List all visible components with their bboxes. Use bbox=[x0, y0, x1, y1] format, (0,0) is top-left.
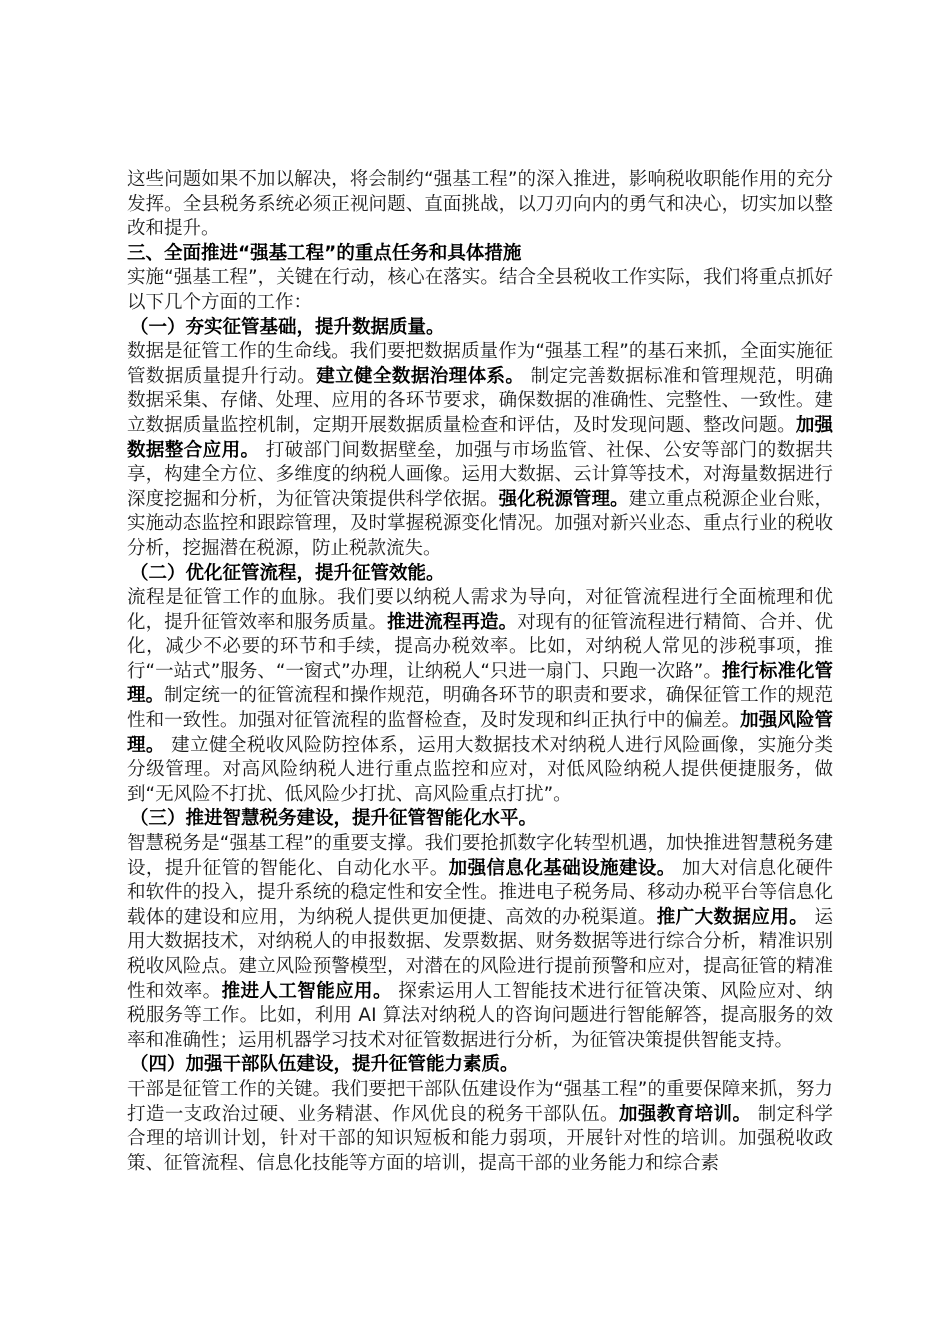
subsection-1-bold-3: 强化税源管理。 bbox=[498, 488, 629, 510]
subsection-2-text-2: 对现有的征管流程进行精简、合并、优化，减少不必要的环节和手续，提高办税效率。比如，对纳税人常见的涉税事项，推行“一站式”服务、“一窗式”办理，让纳税人“只进一扇门、只跑一次路”。 bbox=[127, 611, 833, 682]
subsection-1-text-1: 数据是征管工作的生命线。我们要把数据质量作为“强基工程”的基石来抓，全面实施征管数据质量提升行动。 bbox=[127, 341, 833, 387]
subsection-3-text-3: 运用大数据技术，对纳税人的申报数据、发票数据、财务数据等进行综合分析，精准识别税收风险点。建立风险预警模型，对潜在的风险进行提前预警和应对，提高征管的精准性和效率。 bbox=[127, 906, 833, 1002]
document-body bbox=[127, 168, 833, 1176]
subsection-2-text-4: 建立健全税收风险防控体系，运用大数据技术对纳税人进行风险画像，实施分类分级管理。对高风险纳税人进行重点监控和应对，对低风险纳税人提供便捷服务，做到“无风险不打扰、低风险少打扰、高风险重点打扰”。 bbox=[127, 734, 833, 805]
subsection-1-title bbox=[127, 316, 833, 341]
subsection-2-bold-2: 推行标准化管理。 bbox=[127, 660, 833, 707]
subsection-4-text-1: 干部是征管工作的关键。我们要把干部队伍建设作为“强基工程”的重要保障来抓，努力打造一支政治过硬、业务精湛、作风优良的税务干部队伍。 bbox=[127, 1078, 833, 1125]
subsection-2-title bbox=[127, 562, 833, 587]
subsection-4-title bbox=[127, 1053, 833, 1078]
subsection-2-title-text: （二）优化征管流程，提升征管效能。 bbox=[130, 562, 445, 584]
subsection-4-text-2: 制定科学合理的培训计划，针对干部的知识短板和能力弱项，开展针对性的培训。加强税收政策、征管流程、信息化技能等方面的培训，提高干部的业务能力和综合素 bbox=[127, 1103, 833, 1174]
subsection-1-text-2: 制定完善数据标准和管理规范，明确数据采集、存储、处理、应用的各环节要求，确保数据的准确性、完整性、一致性。建立数据质量监控机制，定期开展数据质量检查和评估，及时发现问题、整改问题。 bbox=[127, 365, 833, 436]
subsection-1-bold-2: 加强数据整合应用。 bbox=[127, 414, 833, 461]
subsection-2-body bbox=[127, 586, 833, 807]
subsection-3-bold-3: 推进人工智能应用。 bbox=[221, 980, 392, 1002]
section-three-intro bbox=[127, 266, 833, 315]
subsection-3-bold-1: 加强信息化基础设施建设。 bbox=[448, 857, 676, 879]
subsection-1-title-text: （一）夯实征管基础，提升数据质量。 bbox=[130, 316, 445, 338]
subsection-2-text-3: 制定统一的征管流程和操作规范，明确各环节的职责和要求，确保征管工作的规范性和一致性。加强对征管流程的监督检查，及时发现和纠正执行中的偏差。 bbox=[127, 685, 833, 732]
subsection-2-text-1: 流程是征管工作的血脉。我们要以纳税人需求为导向，对征管流程进行全面梳理和优化，提升征管效率和服务质量。 bbox=[127, 587, 833, 633]
subsection-1-bold-1: 建立健全数据治理体系。 bbox=[316, 365, 525, 387]
section-three-heading bbox=[127, 242, 833, 267]
subsection-4-title-text: （四）加强干部队伍建设，提升征管能力素质。 bbox=[130, 1054, 519, 1076]
subsection-1-text-4: 建立重点税源企业台账，实施动态监控和跟踪管理，及时掌握税源变化情况。加强对新兴业态、重点行业的税收分析，挖掘潜在税源，防止税款流失。 bbox=[127, 488, 833, 559]
subsection-3-text-2: 加大对信息化硬件和软件的投入，提升系统的稳定性和安全性。推进电子税务局、移动办税平台等信息化载体的建设和应用，为纳税人提供更加便捷、高效的办税渠道。 bbox=[127, 857, 833, 928]
section-three-intro-text: 实施“强基工程”，关键在行动，核心在落实。结合全县税收工作实际，我们将重点抓好以下几个方面的工作： bbox=[127, 267, 833, 313]
subsection-4-body bbox=[127, 1078, 833, 1176]
subsection-1-text-3: 打破部门间数据壁垒，加强与市场监管、社保、公安等部门的数据共享，构建全方位、多维度的纳税人画像。运用大数据、云计算等技术，对海量数据进行深度挖掘和分析，为征管决策提供科学依据。 bbox=[127, 439, 833, 510]
subsection-1-body bbox=[127, 340, 833, 561]
subsection-2-bold-1: 推进流程再造。 bbox=[387, 611, 518, 633]
subsection-3-title bbox=[127, 807, 833, 832]
subsection-3-body bbox=[127, 832, 833, 1053]
subsection-3-title-text: （三）推进智慧税务建设，提升征管智能化水平。 bbox=[130, 808, 538, 830]
section-three-heading-text: 三、全面推进“强基工程”的重点任务和具体措施 bbox=[127, 242, 522, 264]
intro-paragraph bbox=[127, 168, 833, 242]
subsection-2-bold-3: 加强风险管理。 bbox=[127, 710, 833, 756]
intro-text: 这些问题如果不加以解决，将会制约“强基工程”的深入推进，影响税收职能作用的充分发挥。全县税务系统必须正视问题、直面挑战，以刀刃向内的勇气和决心，切实加以整改和提升。 bbox=[127, 169, 833, 240]
subsection-3-text-1: 智慧税务是“强基工程”的重要支撑。我们要抢抓数字化转型机遇，加快推进智慧税务建设，提升征管的智能化、自动化水平。 bbox=[127, 833, 833, 879]
subsection-4-bold-1: 加强教育培训。 bbox=[618, 1103, 752, 1125]
subsection-3-text-4: 探索运用人工智能技术进行征管决策、风险应对、纳税服务等工作。比如，利用 AI 算法对纳税人的咨询问题进行智能解答，提高服务的效率和准确性；运用机器学习技术对征管数据进行分析，为征管决策提供智能支持。 bbox=[127, 980, 833, 1051]
subsection-3-bold-2: 推广大数据应用。 bbox=[656, 906, 809, 928]
